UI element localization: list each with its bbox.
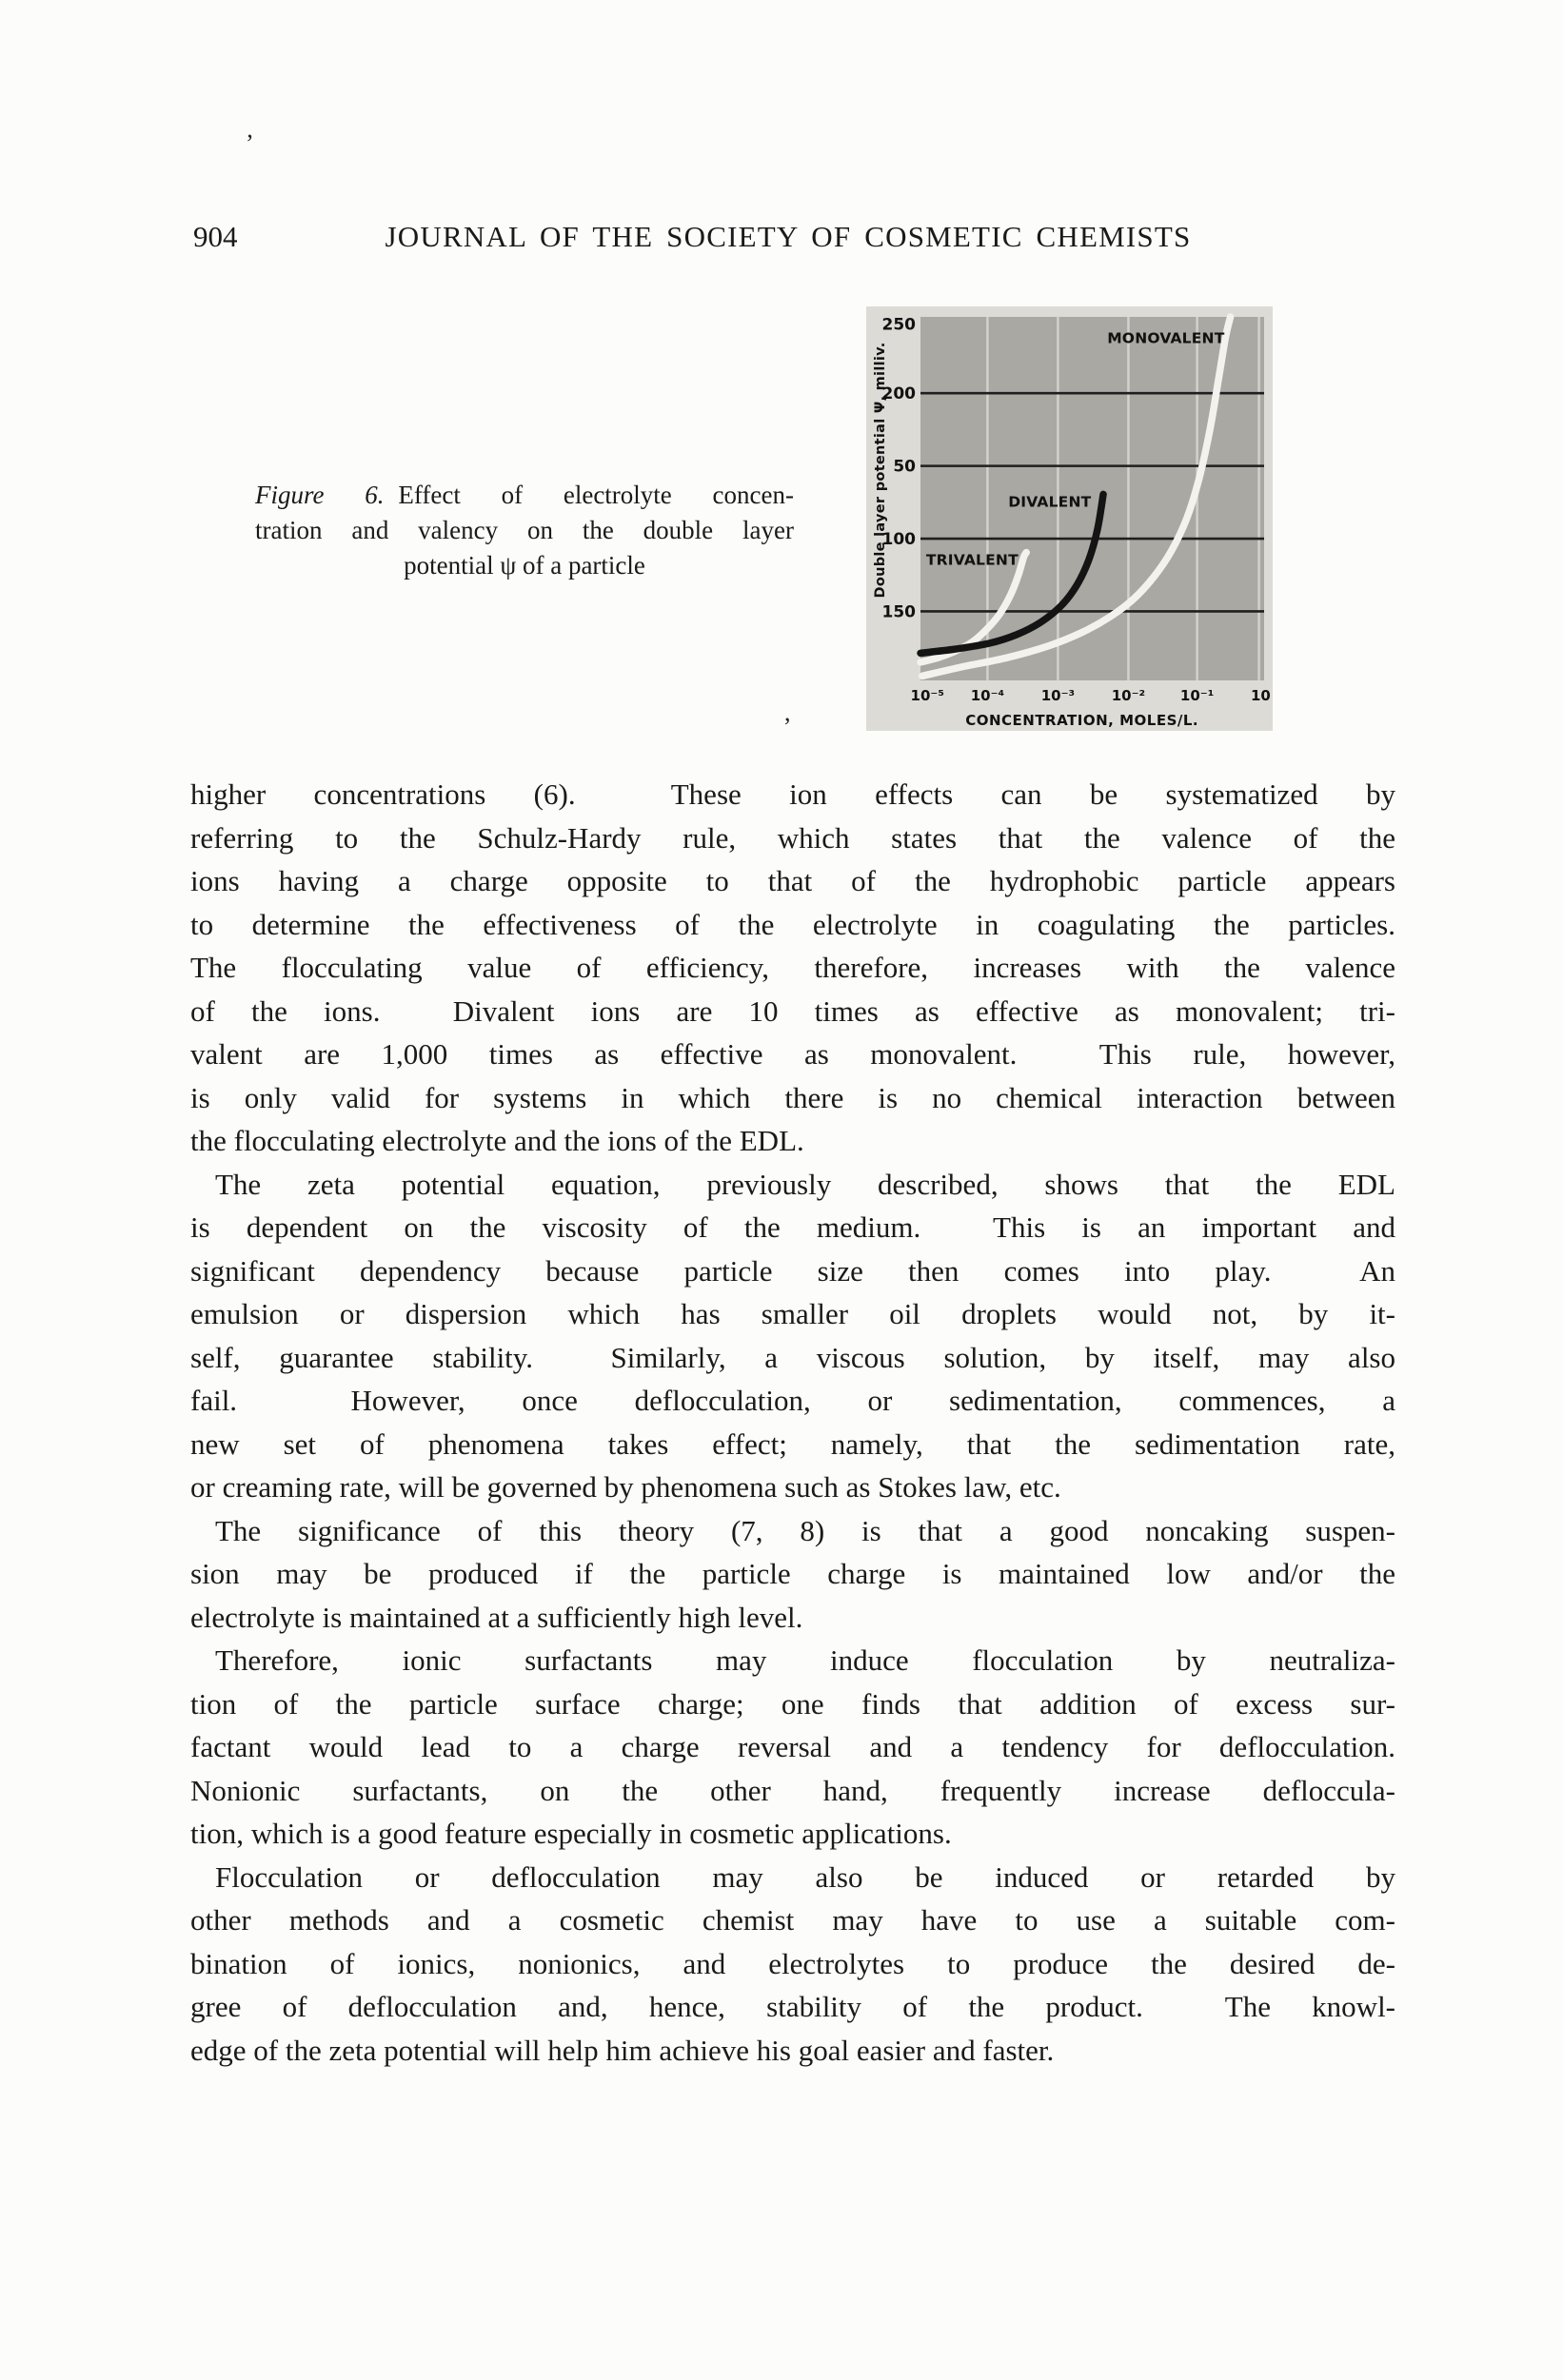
x-axis-title: CONCENTRATION, MOLES/L. (965, 712, 1199, 729)
body-line: higher concentrations (6). These ion effects can be systematized by (190, 777, 1395, 811)
body-line: bination of ionics, nonionics, and electrolytes to produce the desired de- (190, 1946, 1395, 1980)
body-line: electrolyte is maintained at a sufficiently high level. (190, 1600, 803, 1634)
curve-label-monovalent: MONOVALENT (1107, 329, 1225, 347)
body-line: tion, which is a good feature especially in cosmetic applications. (190, 1817, 952, 1850)
body-line: or creaming rate, will be governed by phenomena such as Stokes law, etc. (190, 1470, 1061, 1504)
body-line: gree of deflocculation and, hence, stability of the product. The knowl- (190, 1990, 1395, 2023)
body-line: The zeta potential equation, previously described, shows that the EDL (215, 1167, 1395, 1201)
figure-caption-line: tration and valency on the double layer (255, 516, 794, 544)
figure-caption-label: Figure 6. (255, 481, 385, 509)
curve-label-divalent: DIVALENT (1008, 493, 1092, 511)
x-tick-label: 10⁻⁵ (910, 687, 944, 704)
body-line: The flocculating value of efficiency, therefore, increases with the valence (190, 951, 1395, 984)
body-line: other methods and a cosmetic chemist may have to use a suitable com- (190, 1903, 1395, 1937)
journal-title: JOURNAL OF THE SOCIETY OF COSMETIC CHEMISTS (385, 220, 1192, 253)
body-line: edge of the zeta potential will help him achieve his goal easier and faster. (190, 2033, 1055, 2067)
body-line: factant would lead to a charge reversal and a tendency for deflocculation. (190, 1730, 1395, 1763)
figure-chart-photo (866, 306, 1273, 731)
y-tick-label: 50 (893, 457, 916, 477)
figure-caption-line: potential ψ of a particle (404, 551, 645, 580)
y-tick-label: 250 (881, 315, 916, 335)
body-line: Nonionic surfactants, on the other hand, frequently increase defloccula- (190, 1773, 1395, 1807)
page-number: 904 (193, 220, 238, 253)
x-tick-label: 10⁻³ (1040, 687, 1076, 704)
body-text (190, 773, 1395, 2072)
scan-artifact-mark: , (784, 698, 791, 726)
x-tick-label: 10 (1250, 687, 1271, 704)
body-line: Therefore, ionic surfactants may induce flocculation by neutraliza- (215, 1643, 1395, 1677)
body-line: to determine the effectiveness of the electrolyte in coagulating the particles. (190, 907, 1395, 941)
body-line: is only valid for systems in which there is no chemical interaction between (190, 1080, 1395, 1114)
figure-caption (255, 478, 794, 583)
x-tick-label: 10⁻⁴ (970, 687, 1005, 704)
y-tick-label: 200 (881, 384, 916, 404)
body-line: tion of the particle surface charge; one finds that addition of excess sur- (190, 1686, 1395, 1721)
scan-artifact-mark: ’ (246, 129, 254, 157)
body-line: the flocculating electrolyte and the ions of the EDL. (190, 1124, 804, 1157)
body-line: fail. However, once deflocculation, or sedimentation, commences, a (190, 1384, 1395, 1417)
body-line: ions having a charge opposite to that of the hydrophobic particle appears (190, 864, 1395, 897)
x-tick-label: 10⁻² (1111, 687, 1146, 704)
curve-label-trivalent: TRIVALENT (925, 551, 1019, 569)
body-line: emulsion or dispersion which has smaller oil droplets would not, by it- (190, 1297, 1395, 1330)
figure-chart (866, 306, 1273, 731)
y-axis-title: Double layer potential Ψ, milliv. (873, 342, 888, 599)
body-line: self, guarantee stability. Similarly, a viscous solution, by itself, may also (190, 1340, 1395, 1374)
y-tick-label: 100 (881, 530, 916, 550)
figure-caption-text: Effect of electrolyte concen- (398, 481, 795, 509)
y-tick-label: 150 (881, 602, 916, 622)
page-header (0, 220, 1563, 260)
body-line: sion may be produced if the particle charge is maintained low and/or the (190, 1557, 1395, 1590)
body-line: significant dependency because particle size then comes into play. An (190, 1253, 1395, 1288)
figure-caption-line (255, 478, 794, 513)
body-line: The significance of this theory (7, 8) is that a good noncaking suspen- (215, 1513, 1395, 1547)
x-tick-label: 10⁻¹ (1179, 687, 1215, 704)
body-line: valent are 1,000 times as effective as monovalent. This rule, however, (190, 1037, 1395, 1071)
body-line: referring to the Schulz-Hardy rule, which states that the valence of the (190, 820, 1395, 855)
body-line: Flocculation or deflocculation may also be induced or retarded by (215, 1859, 1395, 1894)
body-line: is dependent on the viscosity of the medium. This is an important and (190, 1210, 1395, 1244)
body-line: new set of phenomena takes effect; namely, that the sedimentation rate, (190, 1426, 1395, 1461)
body-line: of the ions. Divalent ions are 10 times as effective as monovalent; tri- (190, 993, 1395, 1028)
